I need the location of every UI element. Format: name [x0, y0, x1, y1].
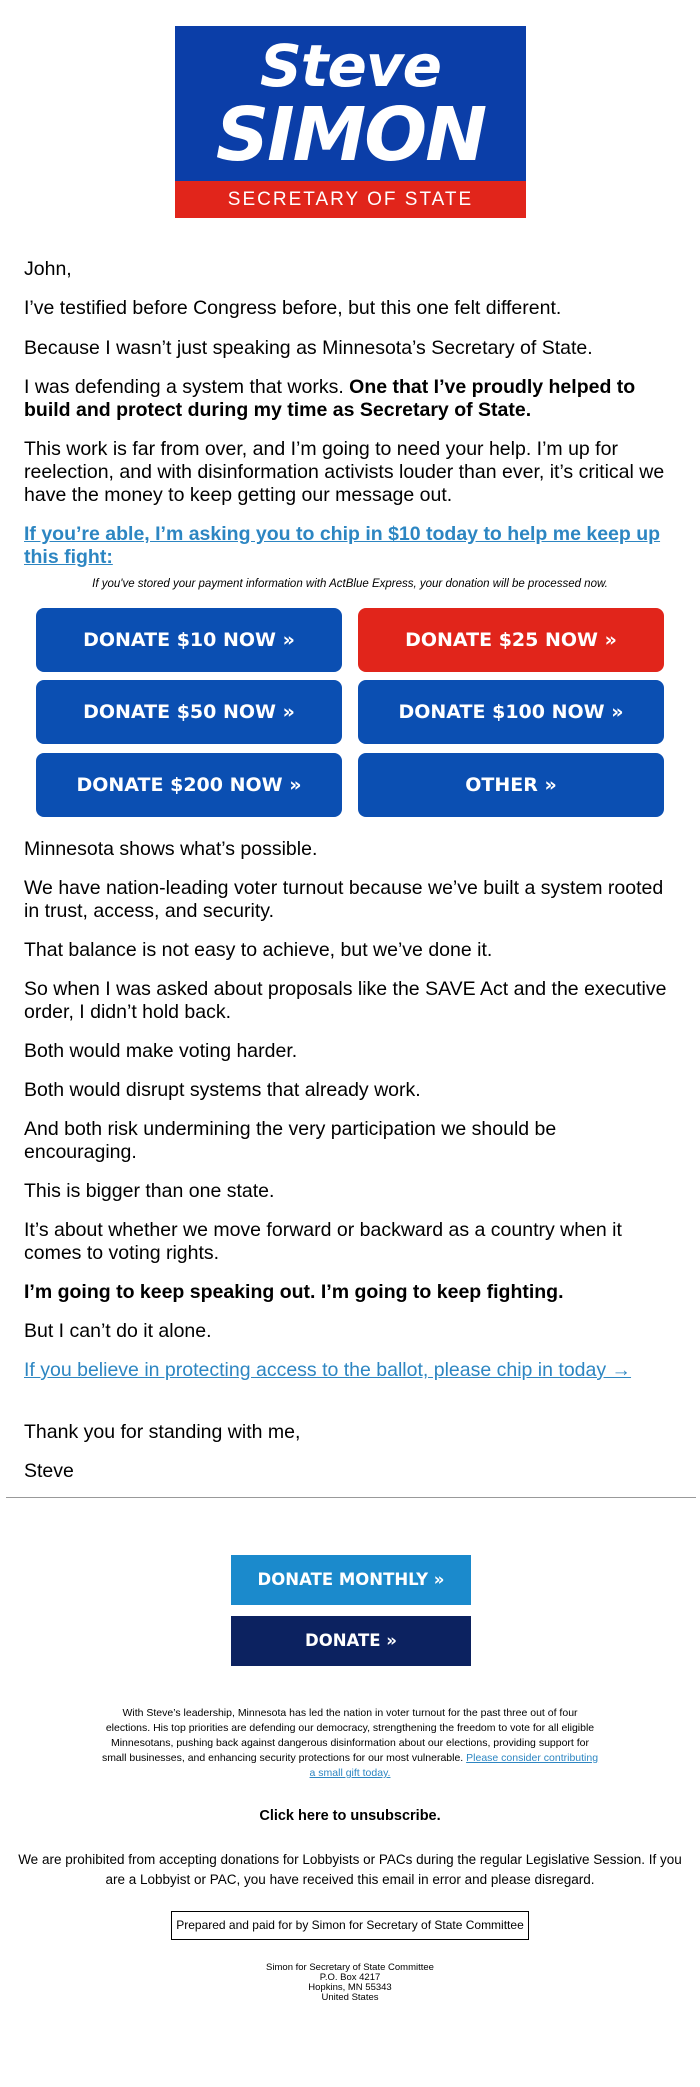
paragraph-bold-text: One that I’ve proudly helped to build and protect during my time as Secretary of State. [24, 376, 636, 421]
logo-last-name: SIMON [215, 92, 486, 178]
paragraph-text: I was defending a system that works. [24, 376, 350, 398]
mailing-address [0, 1963, 700, 2003]
closing: Thank you for standing with me, [24, 1421, 301, 1443]
donate-50-button[interactable]: DONATE $50 NOW » [36, 680, 342, 744]
contribute-link[interactable]: Please consider contributing a small gift today. [309, 1752, 599, 1779]
logo-banner: SECRETARY OF STATE [175, 181, 526, 218]
donate-other-button[interactable]: OTHER » [358, 753, 664, 817]
paragraph: Because I wasn’t just speaking as Minnesota’s Secretary of State. [24, 337, 593, 359]
ballot-access-donate-link[interactable]: If you believe in protecting access to the ballot, please chip in today → [24, 1359, 632, 1381]
donate-100-button[interactable]: DONATE $100 NOW » [358, 680, 664, 744]
paragraph: So when I was asked about proposals like the SAVE Act and the executive order, I didn’t hold back. [24, 978, 667, 1023]
paragraph: Both would disrupt systems that already work. [24, 1079, 421, 1101]
donate-monthly-button[interactable]: DONATE MONTHLY » [231, 1555, 471, 1605]
paragraph: But I can’t do it alone. [24, 1320, 212, 1342]
donate-200-button[interactable]: DONATE $200 NOW » [36, 753, 342, 817]
paragraph: And both risk undermining the very participation we should be encouraging. [24, 1118, 557, 1163]
address-line: Simon for Secretary of State Committee [266, 1962, 434, 1973]
greeting: John, [24, 258, 72, 280]
address-line: P.O. Box 4217 [319, 1972, 381, 1983]
paragraph: Both would make voting harder. [24, 1040, 298, 1062]
donate-25-button[interactable]: DONATE $25 NOW » [358, 608, 664, 672]
donate-cta-link[interactable]: If you’re able, I’m asking you to chip in $10 today to help me keep up this fight: [24, 523, 661, 568]
address-line: Hopkins, MN 55343 [308, 1982, 392, 1993]
about-body: With Steve’s leadership, Minnesota has led the nation in voter turnout for the past three out of four elections. His top priorities are defending our democracy, strengthening the freedom to vote for all eligible Minnesotans, pushing back against dangerous disinformation about our elections, providing support for small businesses, and enhancing security protections for our most vulnerable. [101, 1707, 595, 1764]
logo-first-name: Steve [260, 32, 441, 100]
section-divider [6, 1497, 696, 1498]
paragraph [24, 376, 670, 422]
paragraph: It’s about whether we move forward or backward as a country when it comes to voting rights. [24, 1219, 622, 1264]
donate-10-button[interactable]: DONATE $10 NOW » [36, 608, 342, 672]
paragraph: Minnesota shows what’s possible. [24, 838, 318, 860]
paragraph: This work is far from over, and I’m going to need your help. I’m up for reelection, and with disinformation activists louder than ever, it’s critical we have the money to keep getting our message out. [24, 438, 665, 506]
paragraph: That balance is not easy to achieve, but we’ve done it. [24, 939, 493, 961]
campaign-logo[interactable] [175, 26, 526, 218]
paragraph: I’ve testified before Congress before, but this one felt different. [24, 297, 562, 319]
logo-blue-panel [175, 26, 526, 181]
actblue-express-note: If you've stored your payment information with ActBlue Express, your donation will be processed now. [92, 578, 608, 590]
paragraph: This is bigger than one state. [24, 1180, 275, 1202]
about-text [100, 1706, 600, 1781]
prohibition-notice: We are prohibited from accepting donations for Lobbyists or PACs during the regular Legislative Session. If you are a Lobbyist or PAC, you have received this email in error and please disregard. [18, 1852, 682, 1887]
signature: Steve [24, 1460, 74, 1482]
paragraph: We have nation-leading voter turnout because we’ve built a system rooted in trust, access, and security. [24, 877, 664, 922]
address-line: United States [321, 1992, 379, 2003]
paid-for-disclaimer: Prepared and paid for by Simon for Secretary of State Committee [171, 1911, 529, 1940]
unsubscribe-link[interactable]: Click here to unsubscribe. [259, 1808, 441, 1824]
paragraph-bold: I’m going to keep speaking out. I’m going to keep fighting. [24, 1281, 564, 1303]
donate-button[interactable]: DONATE » [231, 1616, 471, 1666]
